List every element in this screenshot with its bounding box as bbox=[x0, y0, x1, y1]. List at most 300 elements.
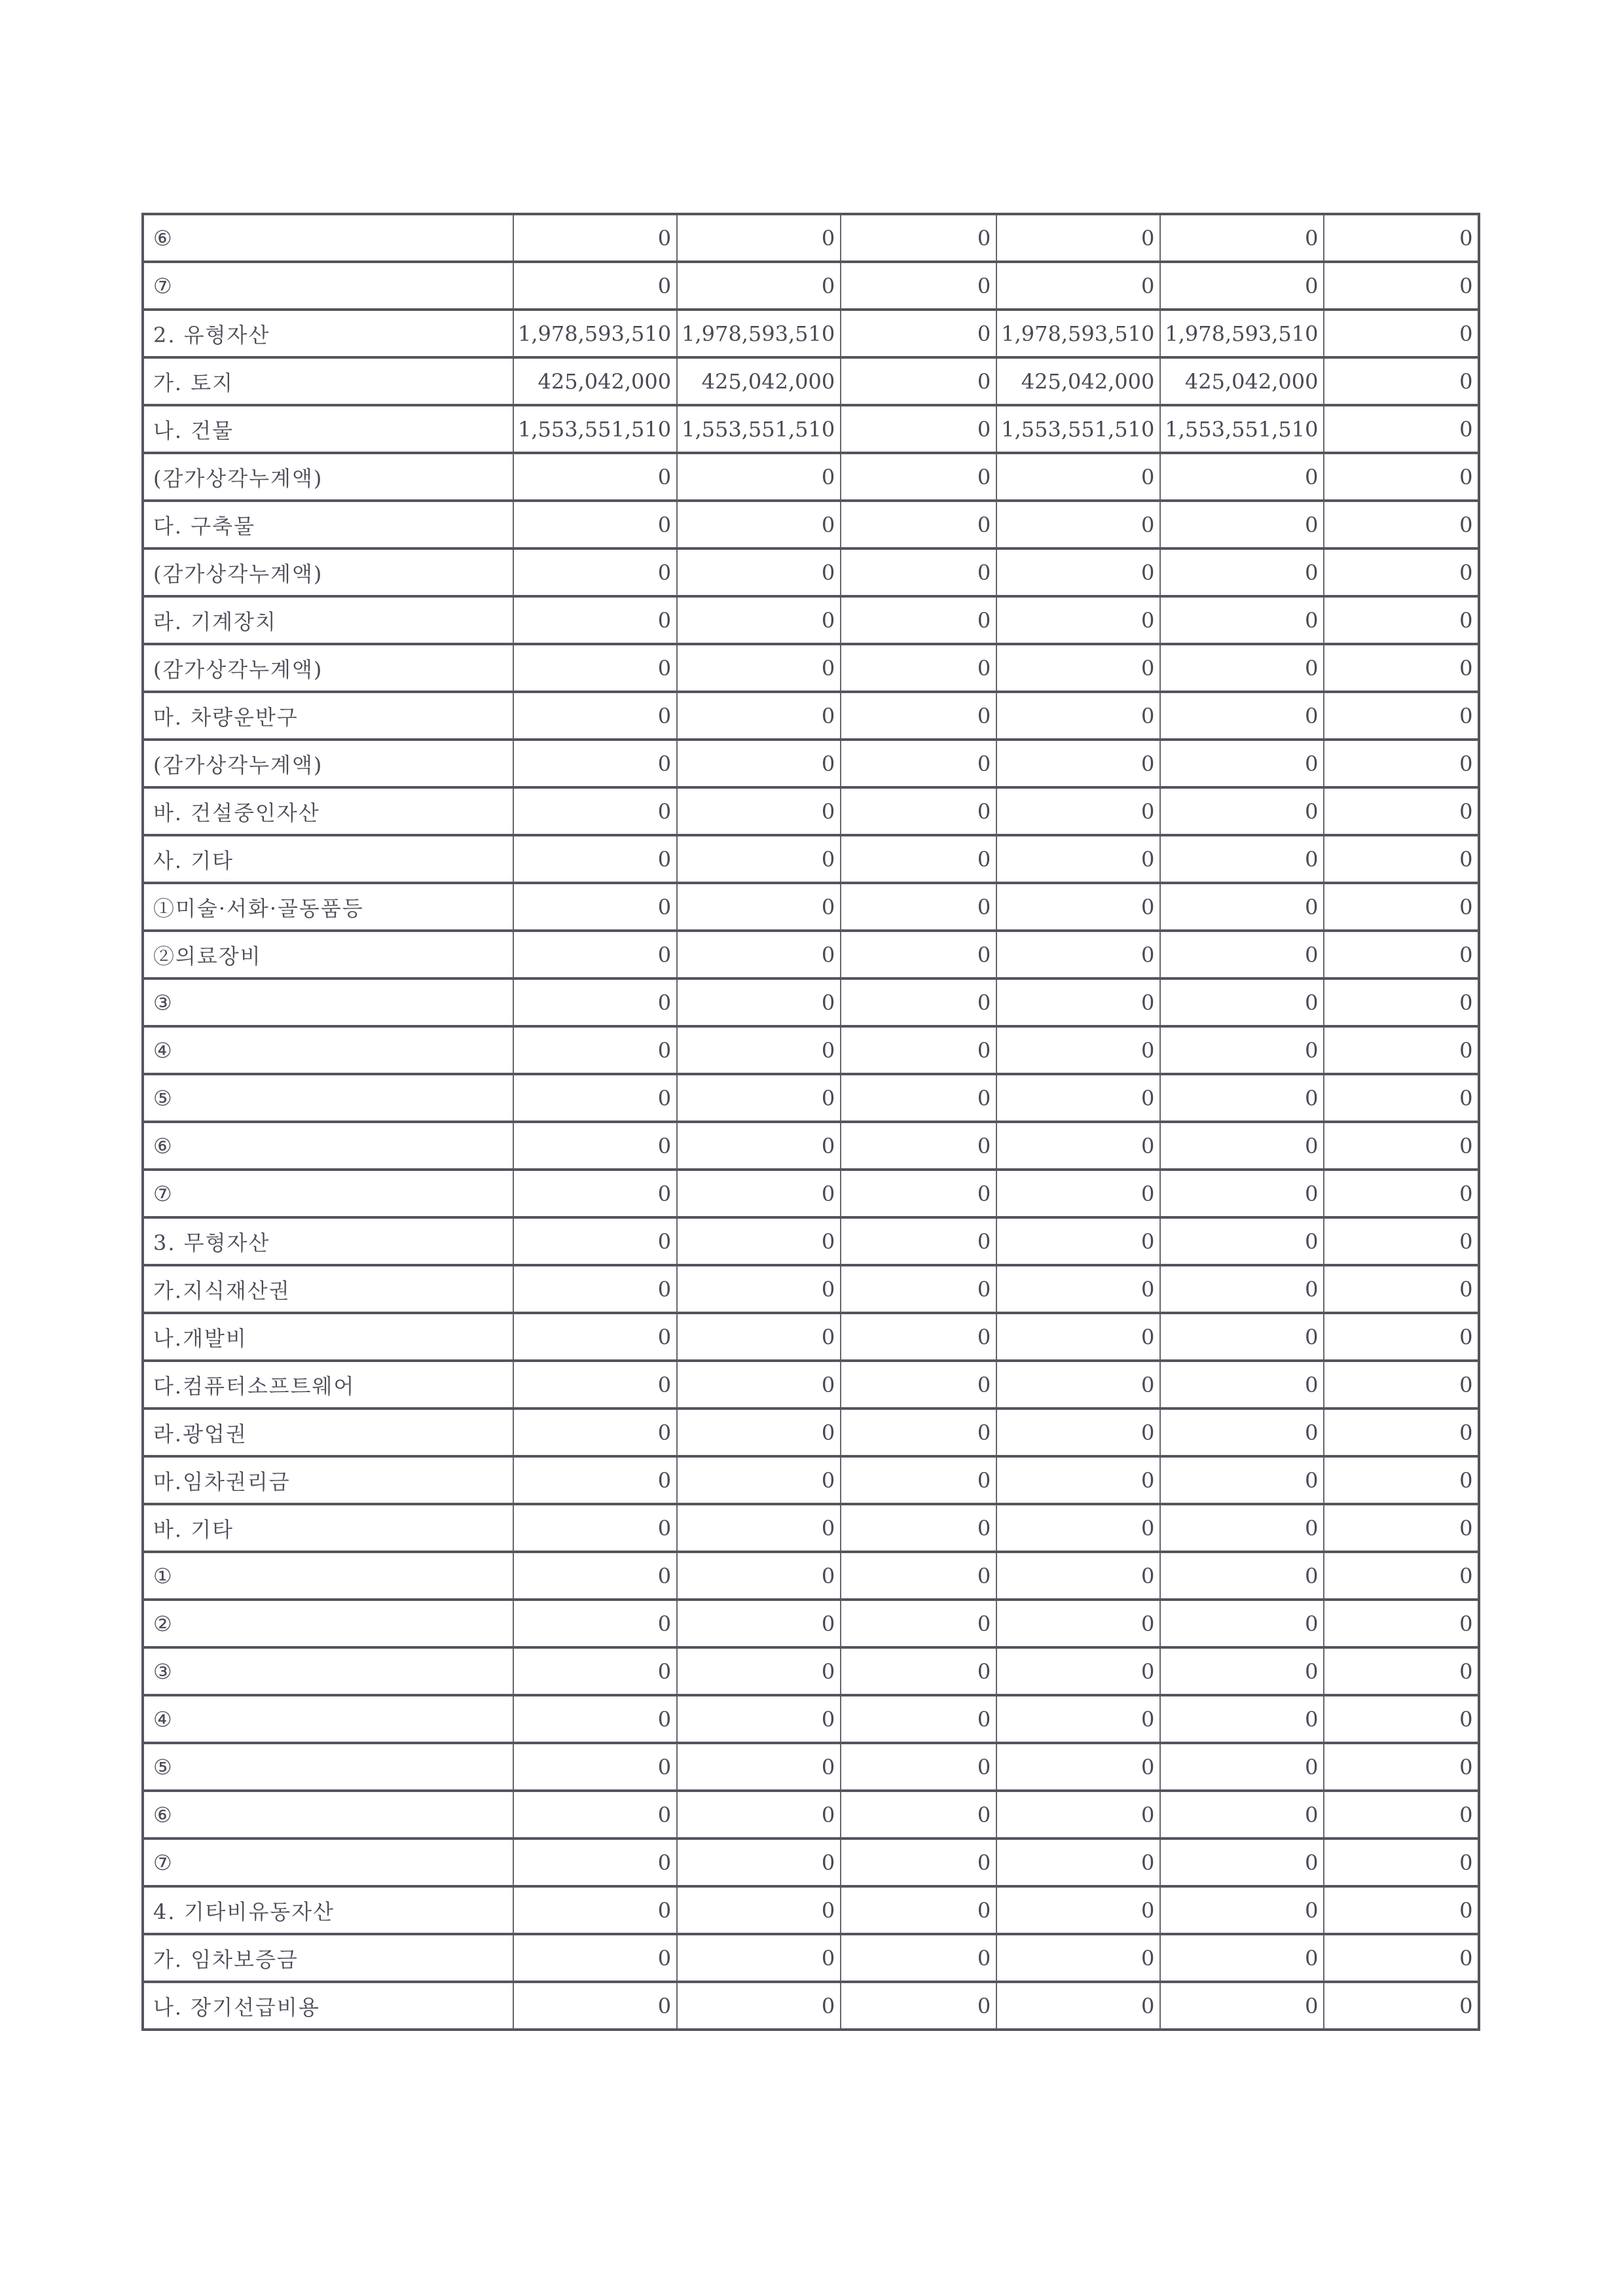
value-cell: 0 bbox=[841, 1217, 996, 1265]
value-cell: 0 bbox=[996, 787, 1160, 835]
value-cell: 0 bbox=[513, 978, 677, 1026]
value-cell: 0 bbox=[1324, 1026, 1479, 1074]
value-cell: 0 bbox=[677, 1122, 841, 1170]
value-cell: 0 bbox=[1324, 835, 1479, 883]
table-row bbox=[143, 740, 1479, 787]
value-cell: 0 bbox=[1324, 596, 1479, 644]
value-cell: 0 bbox=[1160, 1361, 1324, 1408]
value-cell: 0 bbox=[1324, 548, 1479, 596]
value-cell: 0 bbox=[513, 644, 677, 692]
table-row bbox=[143, 692, 1479, 740]
value-cell: 0 bbox=[996, 453, 1160, 501]
value-cell: 0 bbox=[1324, 1170, 1479, 1217]
value-cell: 0 bbox=[841, 310, 996, 357]
row-label: ④ bbox=[143, 1026, 513, 1074]
table-row bbox=[143, 931, 1479, 978]
value-cell: 0 bbox=[1160, 1217, 1324, 1265]
value-cell: 0 bbox=[841, 1026, 996, 1074]
value-cell: 0 bbox=[841, 1456, 996, 1504]
value-cell: 0 bbox=[996, 740, 1160, 787]
table-row bbox=[143, 1408, 1479, 1456]
value-cell: 0 bbox=[996, 1839, 1160, 1886]
value-cell: 0 bbox=[996, 1886, 1160, 1934]
value-cell: 0 bbox=[677, 835, 841, 883]
value-cell: 0 bbox=[513, 1743, 677, 1791]
value-cell: 0 bbox=[1324, 1408, 1479, 1456]
row-label: 나. 건물 bbox=[143, 405, 513, 453]
table-row bbox=[143, 883, 1479, 931]
value-cell: 0 bbox=[1324, 214, 1479, 262]
table-row bbox=[143, 787, 1479, 835]
value-cell: 0 bbox=[677, 931, 841, 978]
row-label: ⑥ bbox=[143, 214, 513, 262]
row-label: ⑥ bbox=[143, 1791, 513, 1839]
row-label: (감가상각누계액) bbox=[143, 548, 513, 596]
row-label: ②의료장비 bbox=[143, 931, 513, 978]
value-cell: 0 bbox=[677, 501, 841, 548]
value-cell: 0 bbox=[841, 1695, 996, 1743]
row-label: ③ bbox=[143, 1647, 513, 1695]
value-cell: 0 bbox=[1324, 1647, 1479, 1695]
value-cell: 0 bbox=[1324, 1074, 1479, 1122]
value-cell: 0 bbox=[677, 1934, 841, 1982]
value-cell: 0 bbox=[1324, 1791, 1479, 1839]
table-row bbox=[143, 835, 1479, 883]
value-cell: 0 bbox=[677, 1600, 841, 1647]
value-cell: 0 bbox=[677, 1170, 841, 1217]
value-cell: 0 bbox=[996, 835, 1160, 883]
value-cell: 0 bbox=[841, 1839, 996, 1886]
value-cell: 0 bbox=[1324, 1982, 1479, 2030]
value-cell: 0 bbox=[1324, 1839, 1479, 1886]
value-cell: 1,553,551,510 bbox=[513, 405, 677, 453]
value-cell: 0 bbox=[1160, 501, 1324, 548]
value-cell: 0 bbox=[1324, 1456, 1479, 1504]
table-row bbox=[143, 978, 1479, 1026]
value-cell: 0 bbox=[1324, 978, 1479, 1026]
value-cell: 0 bbox=[841, 1265, 996, 1313]
table-row bbox=[143, 1456, 1479, 1504]
value-cell: 0 bbox=[1160, 1695, 1324, 1743]
value-cell: 0 bbox=[1160, 1791, 1324, 1839]
value-cell: 0 bbox=[1160, 1839, 1324, 1886]
value-cell: 0 bbox=[841, 1934, 996, 1982]
value-cell: 0 bbox=[677, 453, 841, 501]
value-cell: 0 bbox=[996, 1695, 1160, 1743]
value-cell: 1,553,551,510 bbox=[996, 405, 1160, 453]
value-cell: 0 bbox=[677, 883, 841, 931]
value-cell: 0 bbox=[996, 262, 1160, 310]
value-cell: 0 bbox=[677, 978, 841, 1026]
table-row bbox=[143, 453, 1479, 501]
value-cell: 0 bbox=[841, 214, 996, 262]
row-label: ①미술·서화·골동품등 bbox=[143, 883, 513, 931]
table-row bbox=[143, 1552, 1479, 1600]
value-cell: 0 bbox=[1160, 214, 1324, 262]
value-cell: 0 bbox=[841, 1408, 996, 1456]
value-cell: 0 bbox=[677, 1217, 841, 1265]
value-cell: 0 bbox=[1160, 1982, 1324, 2030]
value-cell: 0 bbox=[1324, 692, 1479, 740]
value-cell: 0 bbox=[677, 1791, 841, 1839]
value-cell: 0 bbox=[513, 1504, 677, 1552]
value-cell: 0 bbox=[1160, 1600, 1324, 1647]
value-cell: 0 bbox=[841, 787, 996, 835]
value-cell: 0 bbox=[996, 1934, 1160, 1982]
row-label: 다. 구축물 bbox=[143, 501, 513, 548]
value-cell: 0 bbox=[841, 357, 996, 405]
value-cell: 0 bbox=[841, 1170, 996, 1217]
value-cell: 0 bbox=[513, 501, 677, 548]
value-cell: 0 bbox=[513, 1647, 677, 1695]
value-cell: 0 bbox=[841, 453, 996, 501]
value-cell: 0 bbox=[1324, 931, 1479, 978]
row-label: ⑤ bbox=[143, 1074, 513, 1122]
value-cell: 0 bbox=[1160, 883, 1324, 931]
value-cell: 0 bbox=[513, 1408, 677, 1456]
value-cell: 0 bbox=[996, 1552, 1160, 1600]
value-cell: 0 bbox=[1160, 787, 1324, 835]
value-cell: 0 bbox=[513, 1026, 677, 1074]
value-cell: 0 bbox=[1160, 1408, 1324, 1456]
value-cell: 0 bbox=[1324, 262, 1479, 310]
table-row bbox=[143, 1217, 1479, 1265]
value-cell: 0 bbox=[513, 692, 677, 740]
value-cell: 0 bbox=[1324, 405, 1479, 453]
table-row bbox=[143, 310, 1479, 357]
value-cell: 1,978,593,510 bbox=[996, 310, 1160, 357]
value-cell: 0 bbox=[996, 1743, 1160, 1791]
row-label: 다.컴퓨터소프트웨어 bbox=[143, 1361, 513, 1408]
value-cell: 0 bbox=[996, 931, 1160, 978]
value-cell: 0 bbox=[677, 548, 841, 596]
value-cell: 0 bbox=[1324, 1313, 1479, 1361]
value-cell: 1,978,593,510 bbox=[677, 310, 841, 357]
value-cell: 1,553,551,510 bbox=[677, 405, 841, 453]
value-cell: 0 bbox=[1160, 1934, 1324, 1982]
value-cell: 0 bbox=[996, 596, 1160, 644]
value-cell: 0 bbox=[996, 1600, 1160, 1647]
value-cell: 0 bbox=[1324, 883, 1479, 931]
value-cell: 0 bbox=[996, 1170, 1160, 1217]
value-cell: 0 bbox=[1324, 740, 1479, 787]
value-cell: 0 bbox=[841, 548, 996, 596]
value-cell: 1,553,551,510 bbox=[1160, 405, 1324, 453]
value-cell: 0 bbox=[1324, 644, 1479, 692]
value-cell: 0 bbox=[513, 1982, 677, 2030]
value-cell: 0 bbox=[841, 405, 996, 453]
value-cell: 0 bbox=[1160, 1743, 1324, 1791]
row-label: 3. 무형자산 bbox=[143, 1217, 513, 1265]
value-cell: 0 bbox=[841, 262, 996, 310]
table-row bbox=[143, 1647, 1479, 1695]
value-cell: 0 bbox=[1160, 931, 1324, 978]
row-label: ③ bbox=[143, 978, 513, 1026]
value-cell: 0 bbox=[513, 1265, 677, 1313]
table-row bbox=[143, 214, 1479, 262]
value-cell: 0 bbox=[996, 1456, 1160, 1504]
value-cell: 0 bbox=[677, 1886, 841, 1934]
value-cell: 0 bbox=[996, 978, 1160, 1026]
value-cell: 0 bbox=[1324, 1217, 1479, 1265]
value-cell: 0 bbox=[513, 1552, 677, 1600]
value-cell: 0 bbox=[513, 1934, 677, 1982]
value-cell: 0 bbox=[1160, 1647, 1324, 1695]
value-cell: 0 bbox=[841, 1791, 996, 1839]
value-cell: 0 bbox=[996, 1313, 1160, 1361]
table-row bbox=[143, 1074, 1479, 1122]
value-cell: 0 bbox=[677, 596, 841, 644]
value-cell: 0 bbox=[677, 1408, 841, 1456]
value-cell: 425,042,000 bbox=[1160, 357, 1324, 405]
table-row bbox=[143, 1313, 1479, 1361]
value-cell: 0 bbox=[996, 1408, 1160, 1456]
value-cell: 0 bbox=[1160, 1552, 1324, 1600]
row-label: ② bbox=[143, 1600, 513, 1647]
row-label: ④ bbox=[143, 1695, 513, 1743]
value-cell: 0 bbox=[996, 1265, 1160, 1313]
row-label: (감가상각누계액) bbox=[143, 740, 513, 787]
value-cell: 0 bbox=[513, 596, 677, 644]
table-row bbox=[143, 1695, 1479, 1743]
value-cell: 0 bbox=[1324, 1934, 1479, 1982]
row-label: 마.임차권리금 bbox=[143, 1456, 513, 1504]
value-cell: 0 bbox=[513, 787, 677, 835]
row-label: ⑦ bbox=[143, 1839, 513, 1886]
value-cell: 425,042,000 bbox=[996, 357, 1160, 405]
table-row bbox=[143, 262, 1479, 310]
value-cell: 0 bbox=[677, 262, 841, 310]
value-cell: 0 bbox=[1324, 1886, 1479, 1934]
value-cell: 0 bbox=[996, 1504, 1160, 1552]
value-cell: 0 bbox=[841, 1361, 996, 1408]
value-cell: 0 bbox=[841, 644, 996, 692]
value-cell: 0 bbox=[513, 1839, 677, 1886]
table-row bbox=[143, 1934, 1479, 1982]
value-cell: 0 bbox=[1324, 1122, 1479, 1170]
value-cell: 0 bbox=[677, 1695, 841, 1743]
value-cell: 0 bbox=[513, 1217, 677, 1265]
value-cell: 0 bbox=[677, 1313, 841, 1361]
value-cell: 1,978,593,510 bbox=[1160, 310, 1324, 357]
value-cell: 0 bbox=[841, 501, 996, 548]
row-label: 라.광업권 bbox=[143, 1408, 513, 1456]
value-cell: 0 bbox=[996, 501, 1160, 548]
value-cell: 0 bbox=[841, 1647, 996, 1695]
value-cell: 0 bbox=[996, 1217, 1160, 1265]
value-cell: 0 bbox=[1324, 501, 1479, 548]
value-cell: 0 bbox=[996, 1074, 1160, 1122]
row-label: (감가상각누계액) bbox=[143, 453, 513, 501]
row-label: 바. 건설중인자산 bbox=[143, 787, 513, 835]
table-row bbox=[143, 596, 1479, 644]
value-cell: 0 bbox=[996, 548, 1160, 596]
value-cell: 0 bbox=[841, 740, 996, 787]
table-row bbox=[143, 405, 1479, 453]
value-cell: 0 bbox=[677, 1074, 841, 1122]
value-cell: 0 bbox=[841, 1122, 996, 1170]
value-cell: 0 bbox=[513, 1791, 677, 1839]
value-cell: 0 bbox=[513, 1313, 677, 1361]
row-label: (감가상각누계액) bbox=[143, 644, 513, 692]
value-cell: 0 bbox=[996, 644, 1160, 692]
value-cell: 0 bbox=[996, 1026, 1160, 1074]
table-row bbox=[143, 1361, 1479, 1408]
value-cell: 0 bbox=[996, 1122, 1160, 1170]
value-cell: 0 bbox=[677, 1839, 841, 1886]
value-cell: 0 bbox=[1324, 1361, 1479, 1408]
value-cell: 0 bbox=[996, 1647, 1160, 1695]
value-cell: 0 bbox=[1160, 1265, 1324, 1313]
value-cell: 0 bbox=[1160, 453, 1324, 501]
table-row bbox=[143, 357, 1479, 405]
value-cell: 0 bbox=[677, 1552, 841, 1600]
value-cell: 0 bbox=[841, 1982, 996, 2030]
value-cell: 0 bbox=[677, 692, 841, 740]
value-cell: 0 bbox=[1324, 1265, 1479, 1313]
table-row bbox=[143, 1743, 1479, 1791]
value-cell: 0 bbox=[513, 262, 677, 310]
value-cell: 0 bbox=[513, 835, 677, 883]
row-label: 바. 기타 bbox=[143, 1504, 513, 1552]
table-row bbox=[143, 1839, 1479, 1886]
value-cell: 425,042,000 bbox=[677, 357, 841, 405]
value-cell: 0 bbox=[841, 835, 996, 883]
value-cell: 0 bbox=[1160, 1456, 1324, 1504]
value-cell: 0 bbox=[513, 1600, 677, 1647]
value-cell: 0 bbox=[677, 740, 841, 787]
value-cell: 0 bbox=[677, 1456, 841, 1504]
value-cell: 0 bbox=[677, 644, 841, 692]
value-cell: 0 bbox=[677, 214, 841, 262]
value-cell: 0 bbox=[513, 1170, 677, 1217]
table-row bbox=[143, 1982, 1479, 2030]
row-label: ⑥ bbox=[143, 1122, 513, 1170]
table-row bbox=[143, 1265, 1479, 1313]
value-cell: 0 bbox=[841, 692, 996, 740]
value-cell: 0 bbox=[1324, 1552, 1479, 1600]
row-label: 라. 기계장치 bbox=[143, 596, 513, 644]
value-cell: 0 bbox=[1160, 1504, 1324, 1552]
table-row bbox=[143, 501, 1479, 548]
table-row bbox=[143, 644, 1479, 692]
value-cell: 0 bbox=[513, 1361, 677, 1408]
table-row bbox=[143, 1026, 1479, 1074]
row-label: 가. 임차보증금 bbox=[143, 1934, 513, 1982]
value-cell: 0 bbox=[841, 1886, 996, 1934]
value-cell: 0 bbox=[513, 931, 677, 978]
value-cell: 0 bbox=[841, 1504, 996, 1552]
value-cell: 0 bbox=[513, 453, 677, 501]
value-cell: 0 bbox=[996, 1982, 1160, 2030]
value-cell: 425,042,000 bbox=[513, 357, 677, 405]
table-row bbox=[143, 1791, 1479, 1839]
value-cell: 0 bbox=[513, 1695, 677, 1743]
row-label: ⑦ bbox=[143, 262, 513, 310]
value-cell: 1,978,593,510 bbox=[513, 310, 677, 357]
value-cell: 0 bbox=[1160, 596, 1324, 644]
table-row bbox=[143, 1122, 1479, 1170]
value-cell: 0 bbox=[513, 1456, 677, 1504]
table-row bbox=[143, 1886, 1479, 1934]
row-label: 사. 기타 bbox=[143, 835, 513, 883]
value-cell: 0 bbox=[996, 692, 1160, 740]
value-cell: 0 bbox=[1160, 978, 1324, 1026]
row-label: 가.지식재산권 bbox=[143, 1265, 513, 1313]
value-cell: 0 bbox=[1160, 835, 1324, 883]
value-cell: 0 bbox=[1324, 357, 1479, 405]
value-cell: 0 bbox=[1160, 644, 1324, 692]
row-label: ⑦ bbox=[143, 1170, 513, 1217]
table-row bbox=[143, 1504, 1479, 1552]
row-label: 마. 차량운반구 bbox=[143, 692, 513, 740]
row-label: 4. 기타비유동자산 bbox=[143, 1886, 513, 1934]
value-cell: 0 bbox=[677, 1647, 841, 1695]
row-label: ① bbox=[143, 1552, 513, 1600]
value-cell: 0 bbox=[1324, 1695, 1479, 1743]
value-cell: 0 bbox=[1324, 1504, 1479, 1552]
value-cell: 0 bbox=[841, 931, 996, 978]
value-cell: 0 bbox=[841, 978, 996, 1026]
value-cell: 0 bbox=[841, 883, 996, 931]
value-cell: 0 bbox=[1160, 740, 1324, 787]
value-cell: 0 bbox=[677, 1743, 841, 1791]
value-cell: 0 bbox=[996, 1361, 1160, 1408]
value-cell: 0 bbox=[1160, 1886, 1324, 1934]
value-cell: 0 bbox=[677, 1361, 841, 1408]
value-cell: 0 bbox=[841, 1074, 996, 1122]
asset-table-body bbox=[143, 214, 1479, 2030]
value-cell: 0 bbox=[1160, 262, 1324, 310]
value-cell: 0 bbox=[513, 1074, 677, 1122]
value-cell: 0 bbox=[677, 1504, 841, 1552]
value-cell: 0 bbox=[513, 1122, 677, 1170]
value-cell: 0 bbox=[513, 214, 677, 262]
value-cell: 0 bbox=[1324, 453, 1479, 501]
value-cell: 0 bbox=[996, 1791, 1160, 1839]
value-cell: 0 bbox=[841, 1743, 996, 1791]
value-cell: 0 bbox=[1324, 310, 1479, 357]
value-cell: 0 bbox=[1160, 1122, 1324, 1170]
value-cell: 0 bbox=[1160, 692, 1324, 740]
value-cell: 0 bbox=[1324, 1743, 1479, 1791]
value-cell: 0 bbox=[841, 1552, 996, 1600]
row-label: 나.개발비 bbox=[143, 1313, 513, 1361]
table-row bbox=[143, 1600, 1479, 1647]
value-cell: 0 bbox=[841, 596, 996, 644]
value-cell: 0 bbox=[513, 883, 677, 931]
asset-table bbox=[141, 213, 1480, 2031]
value-cell: 0 bbox=[1160, 1026, 1324, 1074]
value-cell: 0 bbox=[1160, 548, 1324, 596]
row-label: 가. 토지 bbox=[143, 357, 513, 405]
table-row bbox=[143, 548, 1479, 596]
value-cell: 0 bbox=[1160, 1170, 1324, 1217]
value-cell: 0 bbox=[841, 1600, 996, 1647]
value-cell: 0 bbox=[996, 883, 1160, 931]
row-label: 나. 장기선급비용 bbox=[143, 1982, 513, 2030]
value-cell: 0 bbox=[513, 740, 677, 787]
value-cell: 0 bbox=[1324, 1600, 1479, 1647]
table-row bbox=[143, 1170, 1479, 1217]
value-cell: 0 bbox=[996, 214, 1160, 262]
value-cell: 0 bbox=[513, 1886, 677, 1934]
value-cell: 0 bbox=[1160, 1074, 1324, 1122]
value-cell: 0 bbox=[677, 787, 841, 835]
value-cell: 0 bbox=[1324, 787, 1479, 835]
value-cell: 0 bbox=[513, 548, 677, 596]
value-cell: 0 bbox=[677, 1026, 841, 1074]
